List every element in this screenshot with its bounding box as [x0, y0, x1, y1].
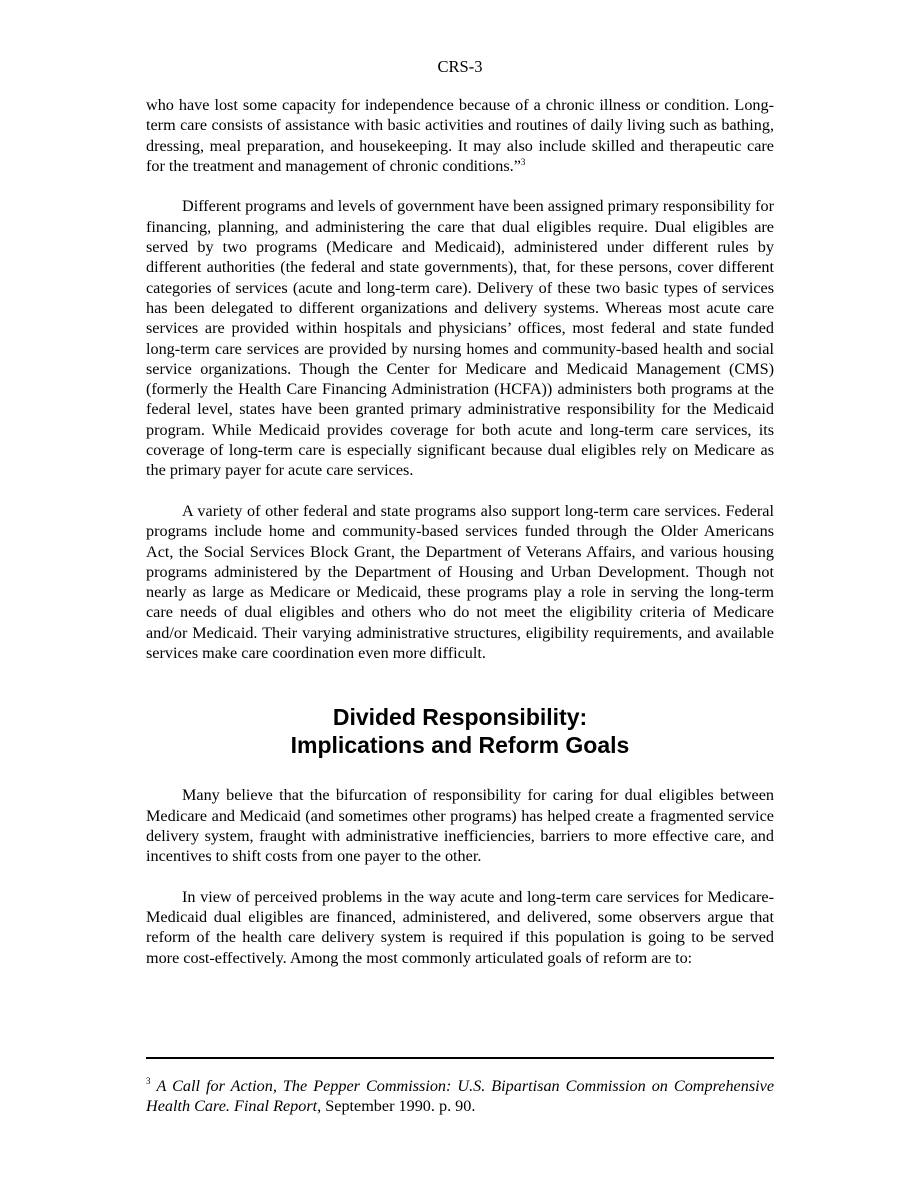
footnote-divider	[146, 1057, 774, 1059]
paragraph: Different programs and levels of government have been assigned primary responsibility for financing, planning, and administering the care that dual eligibles require. Dual eligibles are served by two programs (Medicare and Medicaid), administered under different rules by different authorities (the federal and state governments), that, for these persons, cover different categories of services (acute and long-term care). Delivery of these two basic types of services has been delegated to different organizations and delivery systems. Whereas most acute care services are provided within hospitals and physicians’ offices, most federal and state funded long-term care services are provided by nursing homes and community-based health and social service organizations. Though the Center for Medicare and Medicaid Management (CMS) (formerly the Health Care Financing Administration (HCFA)) administers both programs at the federal level, states have been granted primary administrative responsibility for the Medicaid program. While Medicaid provides coverage for both acute and long-term care services, its coverage of long-term care is especially significant because dual eligibles rely on Medicare as the primary payer for acute care services.	[146, 197, 774, 480]
page-number: CRS-3	[437, 57, 483, 76]
footnote	[146, 1076, 774, 1117]
paragraph-text: who have lost some capacity for independence because of a chronic illness or condition. Long-term care consists of assistance with basic activities and routines of daily living such as bathing, dressing, meal preparation, and housekeeping. It may also include skilled and therapeutic care for the treatment and management of chronic conditions.”	[146, 96, 774, 175]
footnote-title: A Call for Action, The Pepper Commission: U.S. Bipartisan Commission on Comprehensive Health Care. Final Report	[146, 1077, 775, 1116]
body-text	[146, 95, 774, 988]
section-heading-line-1: Divided Responsibility:	[332, 704, 588, 731]
footnote-reference: 3	[520, 156, 526, 167]
paragraph: A variety of other federal and state programs also support long-term care services. Federal programs include home and community-based services funded through the Older Americans Act, the Social Services Block Grant, the Department of Veterans Affairs, and various housing programs administered by the Department of Housing and Urban Development. Though not nearly as large as Medicare or Medicaid, these programs play a role in serving the long-term care needs of dual eligibles and others who do not meet the eligibility criteria of Medicare and/or Medicaid. Their varying administrative structures, eligibility requirements, and available services make care coordination even more difficult.	[146, 501, 774, 663]
footnote-marker: 3	[146, 1076, 151, 1086]
paragraph-continuation	[146, 95, 774, 176]
footnote-citation: , September 1990. p. 90.	[317, 1097, 476, 1116]
section-heading	[146, 703, 774, 759]
paragraph: Many believe that the bifurcation of responsibility for caring for dual eligibles between Medicare and Medicaid (and sometimes other programs) has helped create a fragmented service delivery system, fraught with administrative inefficiencies, barriers to more effective care, and incentives to shift costs from one payer to the other.	[146, 786, 774, 866]
section-heading-line-2: Implications and Reform Goals	[290, 732, 630, 759]
paragraph: In view of perceived problems in the way acute and long-term care services for Medicare-Medicaid dual eligibles are financed, administered, and delivered, some observers argue that reform of the health care delivery system is required if this population is going to be served more cost-effectively. Among the most commonly articulated goals of reform are to:	[146, 887, 774, 967]
